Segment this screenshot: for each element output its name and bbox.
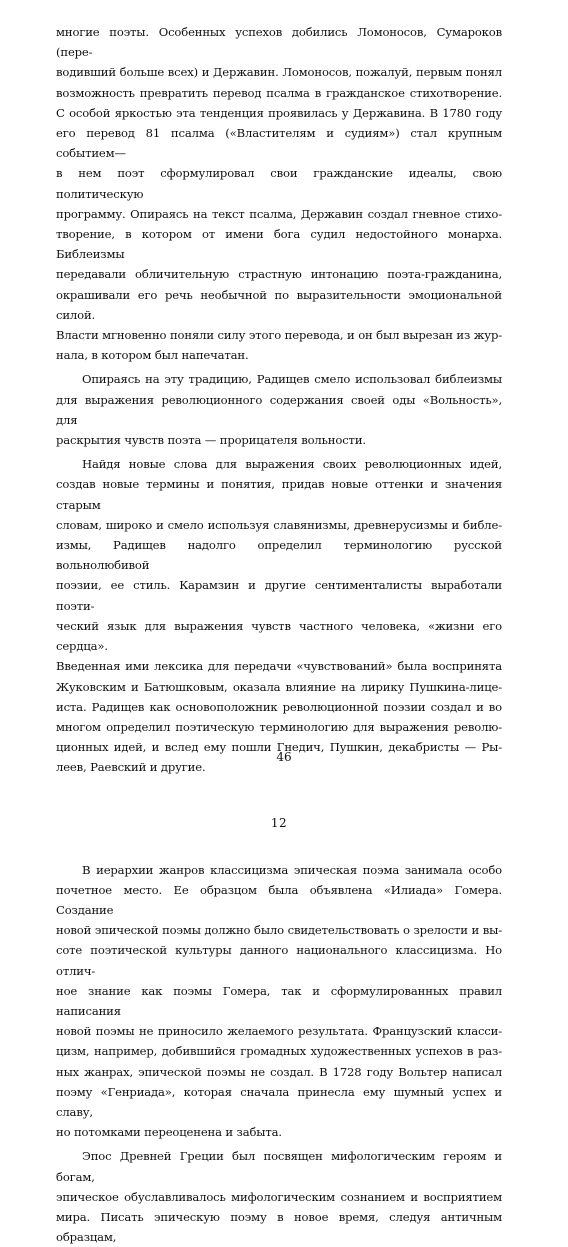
text-line: в нем поэт сформулировал свои гражданские идеалы, свою политическую (56, 166, 502, 201)
text-line: возможность превратить перевод псалма в гражданское стихотворение. (56, 85, 502, 100)
text-line: Введенная ими лексика для передачи «чувствований» была воспринята (56, 659, 502, 674)
paragraph-radishchev-terminology (56, 454, 502, 777)
text-line: соте поэтической культуры данного национального классицизма. Но отлич- (56, 943, 502, 978)
paragraph-greek-epic (56, 1146, 502, 1247)
text-line: Найдя новые слова для выражения своих революционных идей, (82, 457, 502, 472)
section-number: 12 (270, 815, 288, 830)
text-line: мира. Писать эпическую поэму в новое время, следуя античным образцам, (56, 1209, 502, 1245)
text-line: словам, широко и смело используя славянизмы, древнерусизмы и библе- (56, 517, 502, 532)
text-line: многие поэты. Особенных успехов добились Ломоносов, Сумароков (пере- (56, 25, 502, 60)
text-line: раскрытия чувств поэта — прорицателя вольности. (56, 433, 366, 448)
text-line: но потомками переоценена и забыта. (56, 1125, 282, 1140)
paragraph-radishchev-tradition (56, 369, 502, 450)
text-line: новой поэмы не приносило желаемого результата. Французский класси- (56, 1024, 502, 1039)
text-line: его перевод 81 псалма («Властителям и судиям») стал крупным событием— (56, 126, 502, 161)
page-number: 46 (276, 750, 292, 764)
text-line: творение, в котором от имени бога судил недостойного монарха. Библеизмы (56, 227, 502, 262)
text-line: окрашивали его речь необычной по выразительности эмоциональной силой. (56, 287, 502, 322)
text-line: многом определил поэтическую терминологию для выражения револю- (56, 719, 502, 734)
text-line: иста. Радищев как основоположник революционной поэзии создал и во (56, 699, 502, 714)
text-line: новой эпической поэмы должно было свидетельствовать о зрелости и вы- (56, 923, 502, 938)
text-line: измы, Радищев надолго определил терминологию русской вольнолюбивой (56, 538, 502, 573)
text-line: нала, в котором был напечатан. (56, 348, 249, 363)
text-line: почетное место. Ее образцом была объявлена «Илиада» Гомера. Создание (56, 882, 502, 917)
text-line: эпическое обуславливалось мифологическим сознанием и восприятием (56, 1189, 502, 1204)
text-line: ное знание как поэмы Гомера, так и сформулированных правил написания (56, 983, 502, 1018)
text-line: цизм, например, добившийся громадных художественных успехов в раз- (56, 1044, 502, 1059)
paragraph-epic-poem-hierarchy (56, 860, 502, 1143)
text-line: ционных идей, и вслед ему пошли Гнедич, Пушкин, декабристы — Ры- (56, 740, 502, 755)
text-line: Власти мгновенно поняли силу этого перевода, и он был вырезан из жур- (56, 328, 502, 343)
text-line: Эпос Древней Греции был посвящен мифологическим героям и богам, (56, 1149, 502, 1184)
text-line: Жуковским и Батюшковым, оказала влияние на лирику Пушкина-лице- (56, 679, 502, 694)
text-line: передавали обличительную страстную интонацию поэта-гражданина, (56, 267, 502, 282)
text-line: создав новые термины и понятия, придав новые оттенки и значения старым (56, 477, 502, 512)
text-line: С особой яркостью эта тенденция проявилась у Державина. В 1780 году (56, 105, 502, 120)
page-content (56, 22, 502, 1247)
text-line: В иерархии жанров классицизма эпическая поэма занимала особо (82, 862, 502, 877)
text-line: Опираясь на эту традицию, Радищев смело использовал библеизмы (82, 372, 502, 387)
text-line: программу. Опираясь на текст псалма, Державин создал гневное стихо- (56, 206, 502, 221)
text-line: ных жанрах, эпической поэмы не создал. В 1728 году Вольтер написал (56, 1064, 502, 1079)
paragraph-psalm-translations (56, 22, 502, 365)
text-line: леев, Раевский и другие. (56, 760, 206, 775)
text-line: для выражения революционного содержания своей оды «Вольность», для (56, 392, 502, 427)
text-line: поэму «Генриада», которая сначала принесла ему шумный успех и славу, (56, 1084, 502, 1119)
text-line: поэзии, ее стиль. Карамзин и другие сентименталисты выработали поэти- (56, 578, 502, 613)
text-line: ческий язык для выражения чувств частного человека, «жизни его сердца». (56, 618, 502, 654)
text-line: водивший больше всех) и Державин. Ломоносов, пожалуй, первым понял (56, 65, 502, 80)
